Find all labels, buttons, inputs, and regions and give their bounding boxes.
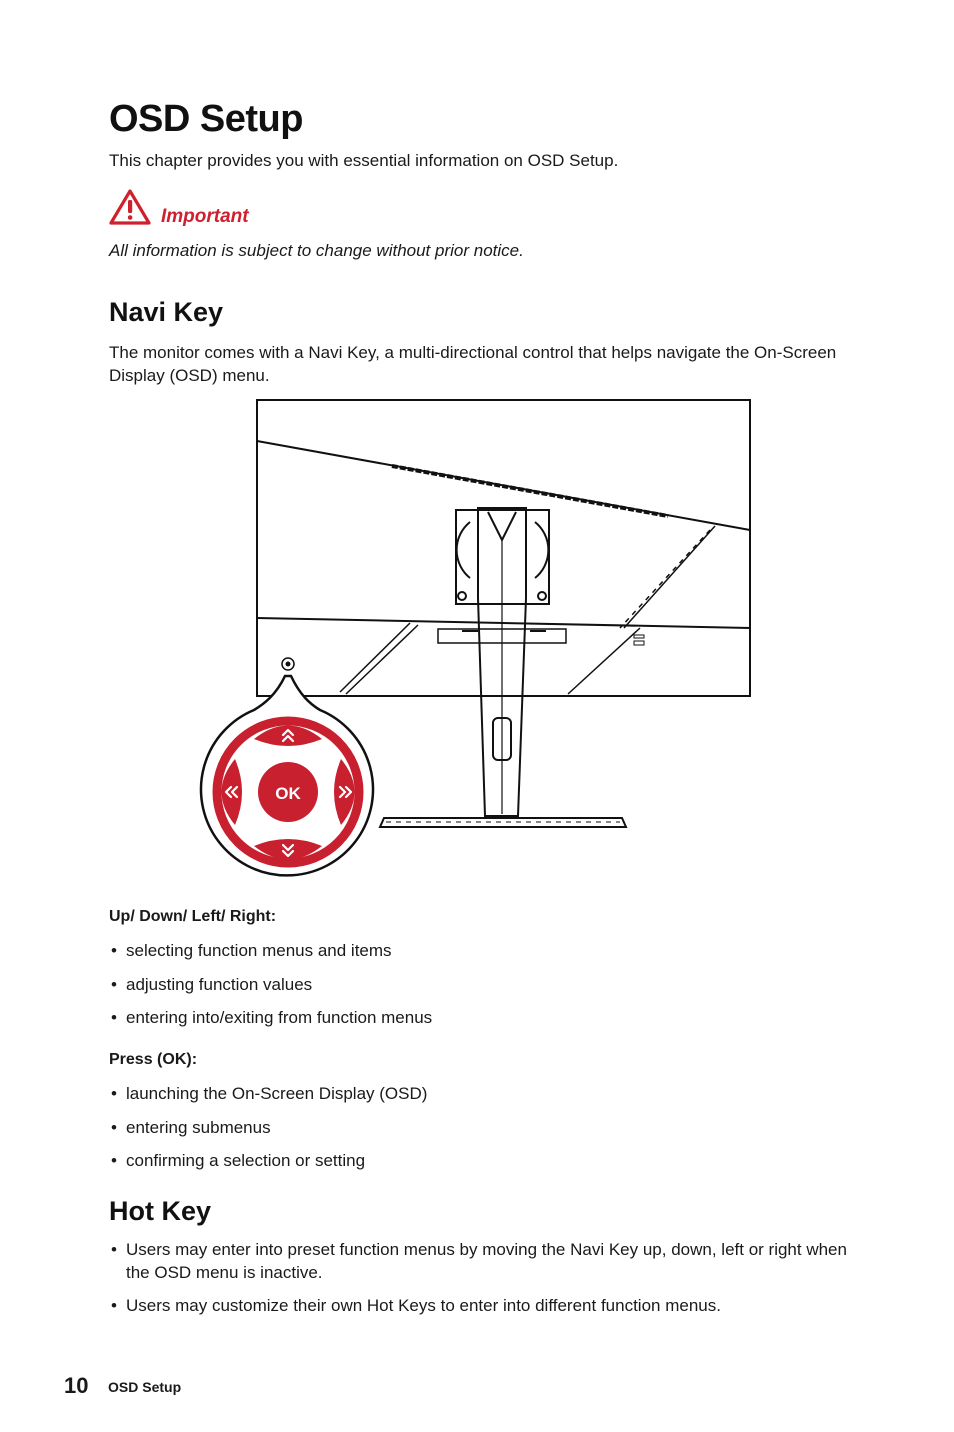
list-item: • entering submenus [109,1117,427,1151]
ok-label: OK [275,784,301,803]
list-item: • entering into/exiting from function menus [109,1007,432,1041]
directions-list [109,940,432,1041]
footer-section-title: OSD Setup [108,1379,182,1395]
hot-key-list [109,1238,854,1327]
list-item: • adjusting function values [109,974,432,1008]
list-item: • launching the On-Screen Display (OSD) [109,1083,427,1117]
page-title: OSD Setup [109,98,303,140]
press-heading: Press (OK): [109,1051,198,1068]
important-text: All information is subject to change without prior notice. [109,241,524,260]
navi-key-description: The monitor comes with a Navi Key, a multi-directional control that helps navigate the On-Screen Display (OSD) menu. [109,343,837,385]
press-list [109,1083,427,1184]
list-item: • Users may customize their own Hot Keys to enter into different function menus. [109,1294,854,1317]
warning-icon [108,188,152,226]
page-number: 10 [64,1373,89,1398]
intro-text: This chapter provides you with essential information on OSD Setup. [109,151,619,170]
directions-heading: Up/ Down/ Left/ Right: [109,908,277,925]
hot-key-heading: Hot Key [109,1196,212,1226]
navi-key-heading: Navi Key [109,297,224,327]
important-label: Important [161,206,249,227]
list-item: • confirming a selection or setting [109,1150,427,1184]
list-item: • Users may enter into preset function menus by moving the Navi Key up, down, left or right when the OSD menu is inactive. [109,1238,854,1284]
monitor-navi-key-illustration [195,396,755,886]
list-item: • selecting function menus and items [109,940,432,974]
